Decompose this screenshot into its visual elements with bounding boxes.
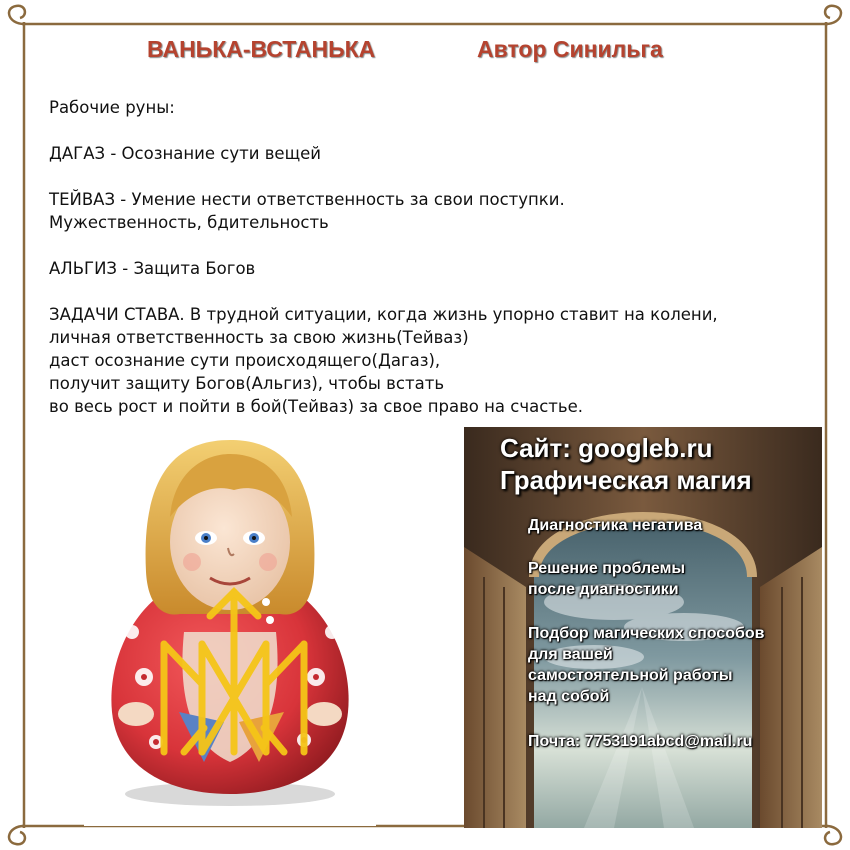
ad-item-selection: Подбор магических способов для вашей самостоятельной работы над собой <box>528 625 765 705</box>
title-author: Автор Синильга <box>477 36 663 62</box>
ad-item-solution: Решение проблемы после диагностики <box>528 560 686 598</box>
rune-algiz: АЛЬГИЗ - Защита Богов <box>49 259 256 278</box>
rune-teiwaz-line1: ТЕЙВАЗ - Умение нести ответственность за свои поступки. <box>49 190 565 209</box>
header <box>0 36 850 70</box>
title-left: ВАНЬКА-ВСТАНЬКА <box>147 36 376 62</box>
ad-item-diagnostics: Диагностика негатива <box>528 517 703 534</box>
runes-heading: Рабочие руны: <box>49 98 175 117</box>
task-line-2: личная ответственность за свою жизнь(Тейваз) <box>49 328 469 347</box>
ad-brand: Графическая магия <box>500 465 752 495</box>
ad-site: Сайт: googleb.ru <box>500 433 713 463</box>
rune-dagaz: ДАГАЗ - Осознание сути вещей <box>49 144 321 163</box>
task-line-4: получит защиту Богов(Альгиз), чтобы встать <box>49 374 445 393</box>
ad-email: Почта: 7753191abcd@mail.ru <box>528 733 753 750</box>
rune-teiwaz-line2: Мужественность, бдительность <box>49 213 329 232</box>
task-line-1: ЗАДАЧИ СТАВА. В трудной ситуации, когда жизнь упорно ставит на колени, <box>49 305 718 324</box>
rune-description <box>49 96 809 418</box>
doll-image <box>84 422 376 826</box>
task-line-3: даст осознание сути происходящего(Дагаз), <box>49 351 441 370</box>
ad-banner <box>464 427 822 828</box>
task-line-5: во весь рост и пойти в бой(Тейваз) за свое право на счастье. <box>49 397 584 416</box>
